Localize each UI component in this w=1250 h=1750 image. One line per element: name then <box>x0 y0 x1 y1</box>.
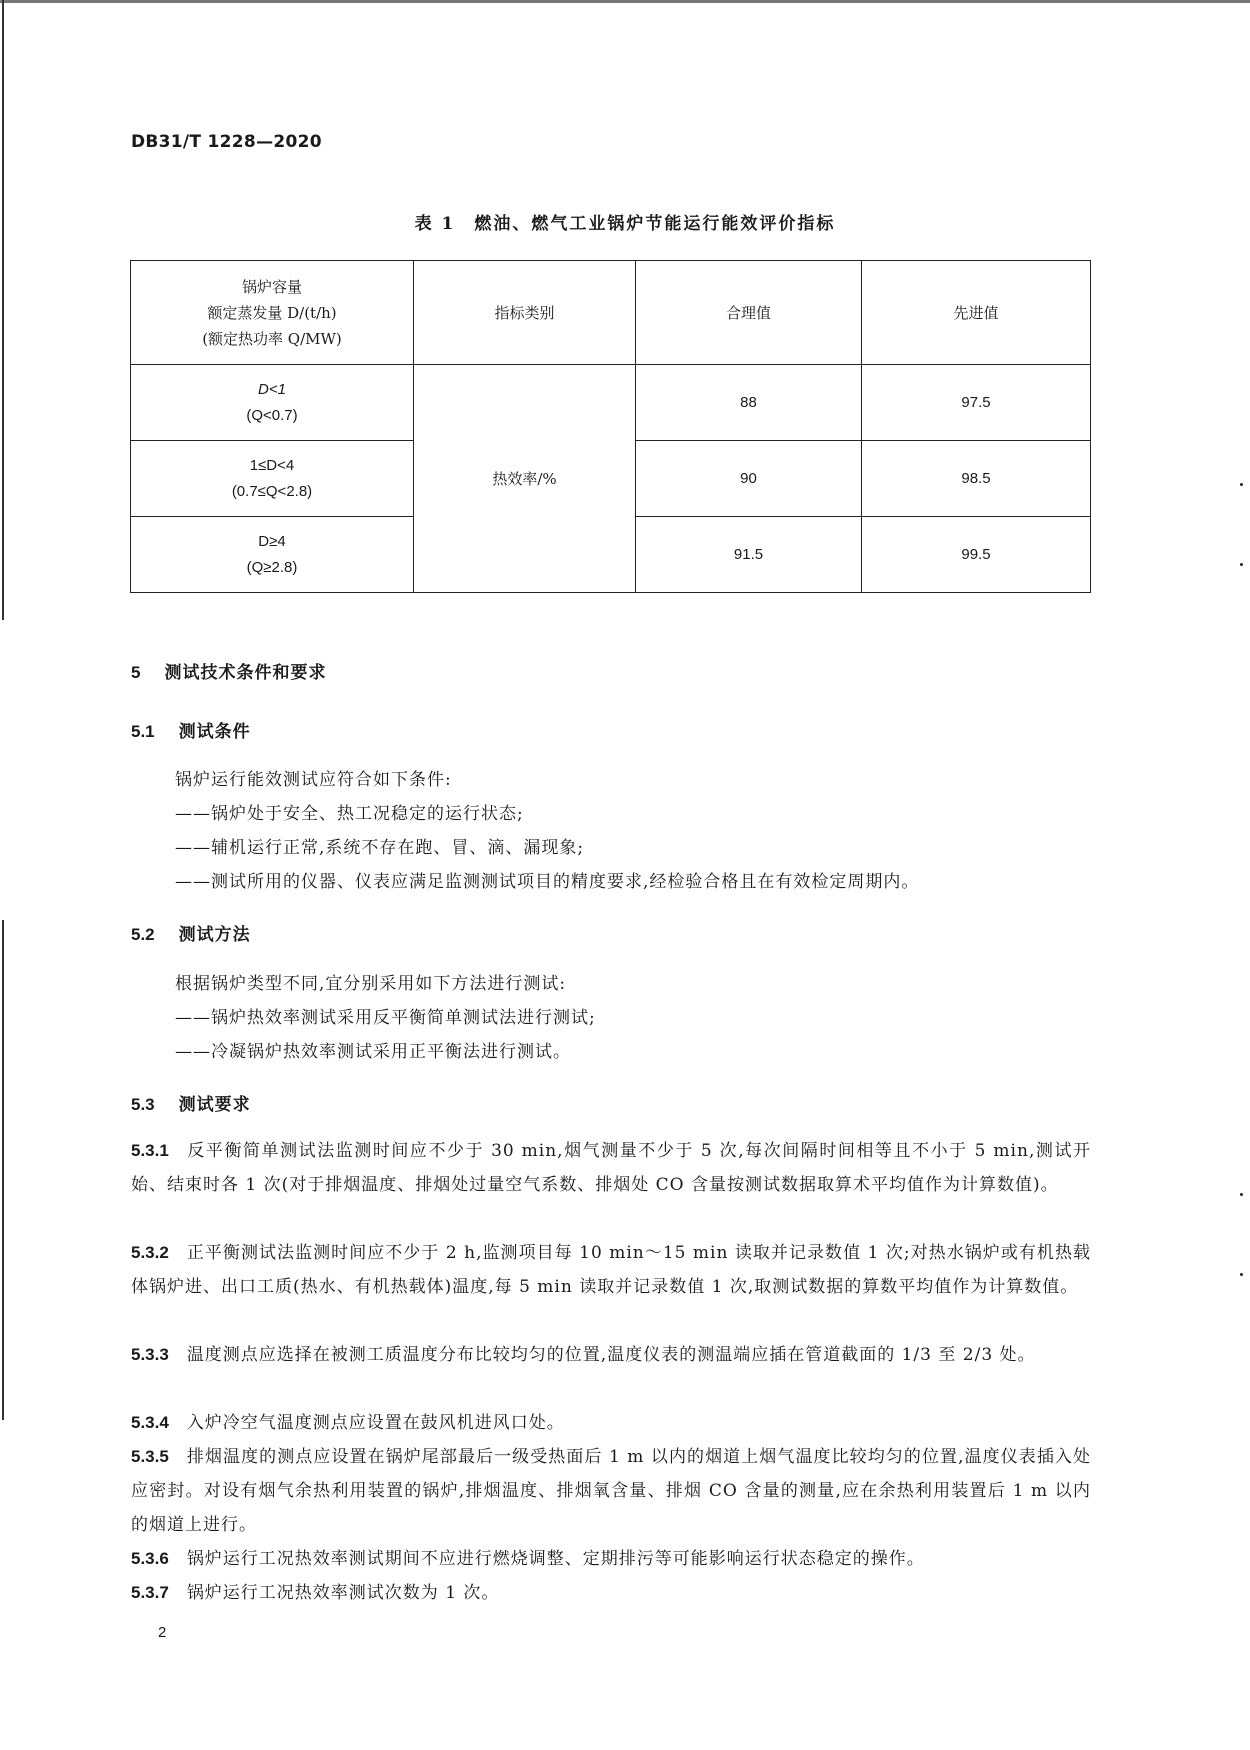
section-5-3-number: 5.3 <box>131 1095 155 1114</box>
clause-5-3-1 <box>131 1134 1091 1202</box>
clause-number: 5.3.3 <box>131 1345 169 1364</box>
scan-border-left-lower <box>2 920 4 1420</box>
clause-text: 入炉冷空气温度测点应设置在鼓风机进风口处。 <box>186 1413 565 1433</box>
section-5-heading <box>131 658 326 683</box>
scan-border-top <box>0 0 1250 3</box>
clause-number: 5.3.2 <box>131 1243 169 1262</box>
list-item: ——测试所用的仪器、仪表应满足监测测试项目的精度要求,经检验合格且在有效检定周期内。 <box>175 872 920 892</box>
capacity-q: (Q<0.7) <box>246 406 298 424</box>
capacity-cell <box>131 517 414 593</box>
clause-number: 5.3.7 <box>131 1583 169 1602</box>
capacity-d: 1≤D<4 <box>249 456 295 474</box>
section-5-3-title: 测试要求 <box>178 1095 251 1115</box>
header-capacity <box>131 261 414 365</box>
clause-text: 排烟温度的测点应设置在锅炉尾部最后一级受热面后 1 m 以内的烟道上烟气温度比较均匀的位置,温度仪表插入处应密封。对设有烟气余热利用装置的锅炉,排烟温度、排烟氧含量、排烟 CO 含量的测量,应在余热利用装置后 1 m 以内的烟道上进行。 <box>131 1447 1091 1535</box>
section-5-1-intro: 锅炉运行能效测试应符合如下条件: <box>175 770 452 790</box>
section-5-2-intro: 根据锅炉类型不同,宜分别采用如下方法进行测试: <box>175 974 567 994</box>
section-5-1-title: 测试条件 <box>178 722 251 742</box>
clause-text: 锅炉运行工况热效率测试次数为 1 次。 <box>186 1583 500 1603</box>
reasonable-value: 91.5 <box>636 517 862 593</box>
clause-5-3-5 <box>131 1440 1091 1542</box>
section-5-1-number: 5.1 <box>131 722 155 741</box>
clause-5-3-7 <box>131 1576 1091 1610</box>
table-row <box>131 365 1091 441</box>
efficiency-table <box>130 260 1091 593</box>
header-advanced: 先进值 <box>862 261 1091 365</box>
page-number: 2 <box>158 1624 167 1641</box>
reasonable-value: 90 <box>636 441 862 517</box>
header-reasonable: 合理值 <box>636 261 862 365</box>
section-5-2-number: 5.2 <box>131 925 155 944</box>
table-header-row <box>131 261 1091 365</box>
section-5-2-heading <box>131 920 251 945</box>
reasonable-value: 88 <box>636 365 862 441</box>
capacity-d: D<1 <box>258 380 286 398</box>
clause-number: 5.3.4 <box>131 1413 169 1432</box>
indicator-cell: 热效率/% <box>414 365 636 593</box>
table-caption: 表 1 燃油、燃气工业锅炉节能运行能效评价指标 <box>414 214 836 234</box>
section-5-1-body <box>175 763 1095 899</box>
clause-text: 反平衡简单测试法监测时间应不少于 30 min,烟气测量不少于 5 次,每次间隔时间相等且不小于 5 min,测试开始、结束时各 1 次(对于排烟温度、排烟处过量空气系数、排烟处 CO 含量按测试数据取算术平均值作为计算数值)。 <box>131 1141 1091 1195</box>
advanced-value: 97.5 <box>862 365 1091 441</box>
section-5-number: 5 <box>131 663 141 682</box>
section-5-title: 测试技术条件和要求 <box>164 663 327 683</box>
capacity-q: (Q≥2.8) <box>246 558 298 576</box>
clause-5-3-3 <box>131 1338 1091 1372</box>
capacity-cell <box>131 365 414 441</box>
section-5-3-heading <box>131 1090 251 1115</box>
clause-text: 正平衡测试法监测时间应不少于 2 h,监测项目每 10 min～15 min 读取并记录数值 1 次;对热水锅炉或有机热载体锅炉进、出口工质(热水、有机热载体)温度,每 5 min 读取并记录数值 1 次,取测试数据的算数平均值作为计算数值。 <box>131 1243 1091 1297</box>
scan-border-left <box>2 0 4 620</box>
clause-5-3-4 <box>131 1406 1091 1440</box>
list-item: ——锅炉热效率测试采用反平衡简单测试法进行测试; <box>175 1008 596 1028</box>
advanced-value: 98.5 <box>862 441 1091 517</box>
clause-number: 5.3.6 <box>131 1549 169 1568</box>
header-capacity-line1: 锅炉容量 <box>241 277 302 296</box>
scan-speck <box>1240 483 1243 486</box>
scan-speck <box>1240 1273 1243 1276</box>
section-5-2-body <box>175 967 1095 1069</box>
section-5-2-title: 测试方法 <box>178 925 251 945</box>
clause-text: 锅炉运行工况热效率测试期间不应进行燃烧调整、定期排污等可能影响运行状态稳定的操作。 <box>186 1549 925 1569</box>
capacity-d: D≥4 <box>258 532 286 550</box>
header-capacity-line2: 额定蒸发量 D/(t/h) <box>207 303 337 322</box>
document-code: DB31/T 1228—2020 <box>131 132 322 152</box>
section-5-1-heading <box>131 717 251 742</box>
header-indicator: 指标类别 <box>414 261 636 365</box>
clause-text: 温度测点应选择在被测工质温度分布比较均匀的位置,温度仪表的测温端应插在管道截面的 1/3 至 2/3 处。 <box>186 1345 1036 1365</box>
clause-number: 5.3.1 <box>131 1141 169 1160</box>
list-item: ——辅机运行正常,系统不存在跑、冒、滴、漏现象; <box>175 838 585 858</box>
list-item: ——锅炉处于安全、热工况稳定的运行状态; <box>175 804 524 824</box>
capacity-cell <box>131 441 414 517</box>
header-capacity-line3: (额定热功率 Q/MW) <box>202 329 342 348</box>
scan-speck <box>1240 1193 1243 1196</box>
capacity-q: (0.7≤Q<2.8) <box>231 482 313 500</box>
clause-5-3-2 <box>131 1236 1091 1304</box>
scan-speck <box>1240 563 1243 566</box>
advanced-value: 99.5 <box>862 517 1091 593</box>
clause-number: 5.3.5 <box>131 1447 169 1466</box>
clause-5-3-6 <box>131 1542 1091 1576</box>
list-item: ——冷凝锅炉热效率测试采用正平衡法进行测试。 <box>175 1042 571 1062</box>
